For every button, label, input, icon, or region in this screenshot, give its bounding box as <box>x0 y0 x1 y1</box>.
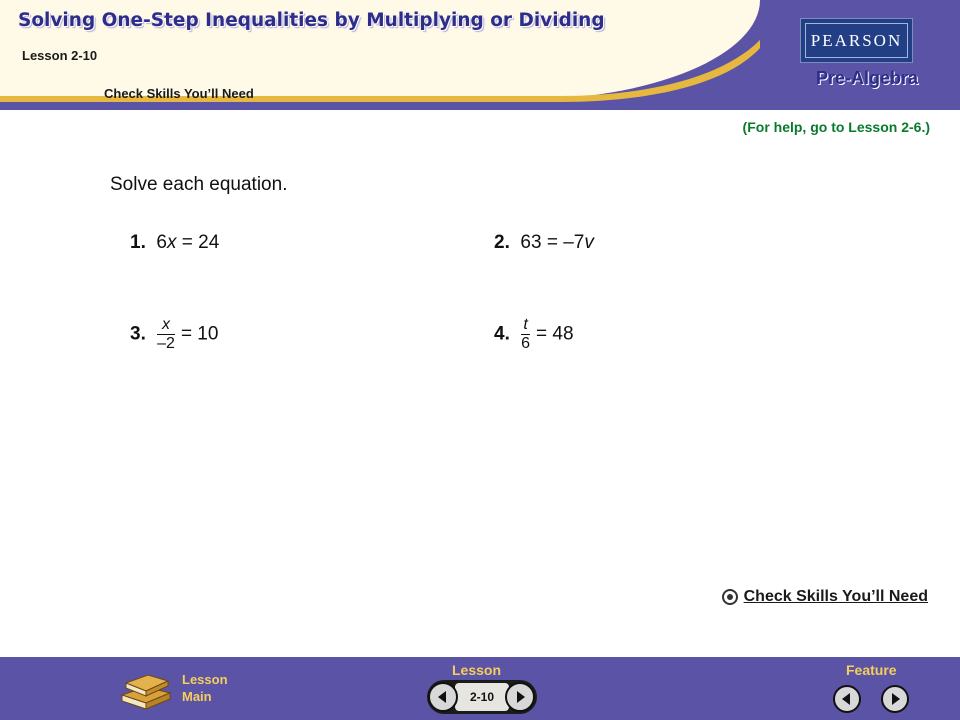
previous-feature-button[interactable] <box>833 685 861 713</box>
equation-left: 63 = –7 <box>520 232 585 253</box>
instruction-text: Solve each equation. <box>110 174 288 195</box>
lesson-number-label: Lesson 2-10 <box>22 48 98 63</box>
problem-number: 1. <box>130 232 146 253</box>
next-feature-button[interactable] <box>881 685 909 713</box>
fraction <box>157 316 175 353</box>
subject-title: Pre-Algebra <box>815 68 918 88</box>
check-skills-link[interactable] <box>722 588 928 606</box>
pearson-logo <box>800 18 913 63</box>
numerator: t <box>521 316 530 335</box>
fraction <box>521 316 530 353</box>
lesson-number-display: 2-10 <box>455 683 509 711</box>
problem-4 <box>494 316 574 353</box>
pearson-logo-text: PEARSON <box>810 30 903 50</box>
problem-1 <box>130 232 219 254</box>
chevron-right-icon <box>892 693 900 705</box>
lesson-main-line2: Main <box>182 689 212 704</box>
problem-3 <box>130 316 218 353</box>
section-label: Check Skills You’ll Need <box>104 86 254 101</box>
next-lesson-button[interactable] <box>505 682 535 712</box>
problem-number: 2. <box>494 232 510 253</box>
denominator: 6 <box>521 335 531 352</box>
variable: v <box>584 232 594 253</box>
check-skills-link-label: Check Skills You’ll Need <box>743 588 928 605</box>
speaker-icon <box>722 589 738 605</box>
previous-lesson-button[interactable] <box>428 682 458 712</box>
help-note: (For help, go to Lesson 2-6.) <box>742 119 930 135</box>
chevron-left-icon <box>438 691 446 703</box>
feature-nav-label: Feature <box>846 662 897 678</box>
books-icon[interactable] <box>118 665 174 713</box>
lesson-nav-label: Lesson <box>452 662 502 678</box>
lesson-main-line1: Lesson <box>182 672 228 687</box>
problem-number: 3. <box>130 323 146 345</box>
problem-number: 4. <box>494 323 510 345</box>
chevron-left-icon <box>842 693 850 705</box>
problem-2 <box>494 232 594 254</box>
denominator: –2 <box>157 335 175 352</box>
right-side: = 10 <box>180 323 219 345</box>
variable: x <box>167 232 177 253</box>
coefficient: 6 <box>156 232 167 253</box>
right-side: = 48 <box>536 323 574 345</box>
lesson-title: Solving One-Step Inequalities by Multiplying or Dividing <box>18 10 605 31</box>
numerator: x <box>157 316 175 335</box>
chevron-right-icon <box>517 691 525 703</box>
right-side: = 24 <box>181 232 220 253</box>
lesson-main-link[interactable] <box>182 671 228 705</box>
